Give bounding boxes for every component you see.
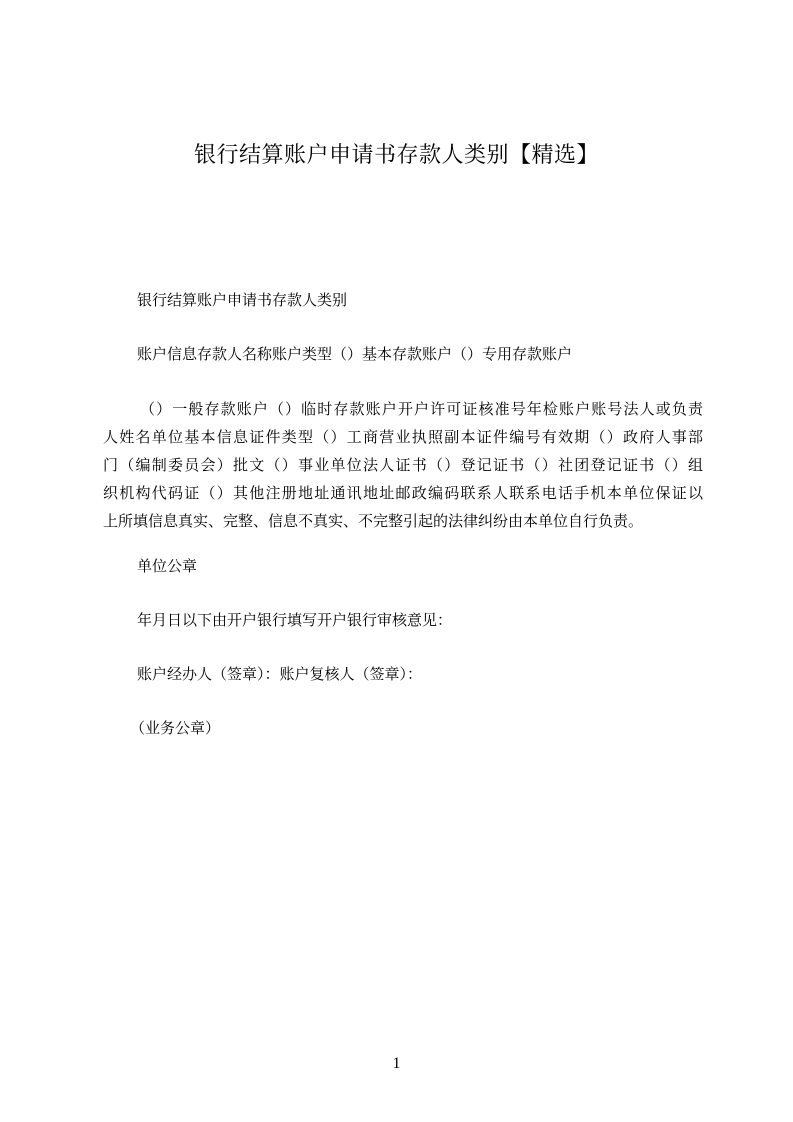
- body-line-2: 人姓名单位基本信息证件类型（）工商营业执照副本证件编号有效期（）政府人事部: [103, 428, 703, 446]
- business-seal-label: （业务公章）: [130, 719, 221, 737]
- body-line-4: 织机构代码证（）其他注册地址通讯地址邮政编码联系人联系电话手机本单位保证以: [103, 484, 703, 502]
- account-info-paragraph: 账户信息存款人名称账户类型（）基本存款账户（）专用存款账户: [137, 345, 573, 363]
- body-line-1: （）一般存款账户（）临时存款账户开户许可证核准号年检账户账号法人或负责: [140, 400, 703, 418]
- signature-line: 账户经办人（签章）：账户复核人（签章）：: [137, 665, 423, 683]
- section-heading: 银行结算账户申请书存款人类别: [137, 291, 348, 309]
- page-number: 1: [392, 1055, 401, 1072]
- body-line-5: 上所填信息真实、完整、信息不真实、不完整引起的法律纠纷由本单位自行负责。: [103, 512, 644, 530]
- body-paragraph: [103, 395, 703, 535]
- bank-review-line: 年月日以下由开户银行填写开户银行审核意见：: [137, 611, 453, 629]
- unit-seal-label: 单位公章: [137, 557, 198, 575]
- body-line-3: 门（编制委员会）批文（）事业单位法人证书（）登记证书（）社团登记证书（）组: [103, 456, 703, 474]
- document-title: 银行结算账户申请书存款人类别【精选】: [193, 143, 599, 168]
